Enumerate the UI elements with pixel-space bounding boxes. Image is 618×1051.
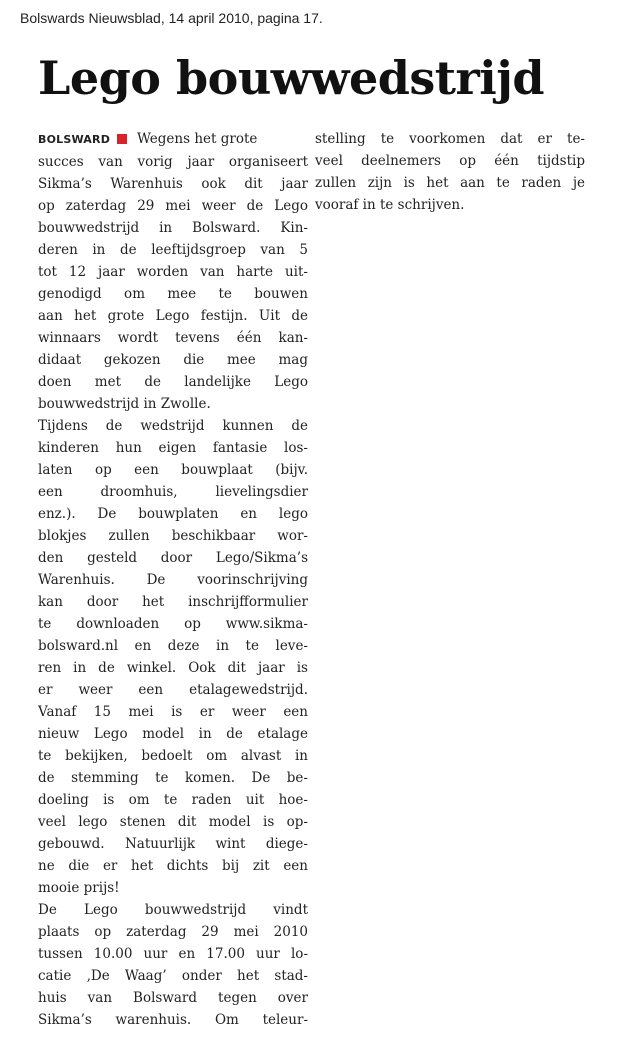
dateline: BOLSWARD xyxy=(38,133,111,146)
article-column-2 xyxy=(315,128,585,216)
article-line: doeling is om te raden uit hoe- xyxy=(38,792,308,808)
article-line: kinderen hun eigen fantasie los- xyxy=(38,440,308,456)
article-line: Sikma’s warenhuis. Om teleur- xyxy=(38,1012,308,1028)
article-line: zullen zijn is het aan te raden je xyxy=(315,175,585,191)
article-line: bouwwedstrijd in Zwolle. xyxy=(38,396,211,412)
article-line: laten op een bouwplaat (bijv. xyxy=(38,462,308,478)
article-line: stelling te voorkomen dat er te- xyxy=(315,131,585,147)
article-line: doen met de landelijke Lego xyxy=(38,374,308,390)
article-line: tot 12 jaar worden van harte uit- xyxy=(38,264,308,280)
article-line: Tijdens de wedstrijd kunnen de xyxy=(38,418,308,434)
article-line: mooie prijs! xyxy=(38,880,120,896)
article-line: vooraf in te schrijven. xyxy=(315,197,465,213)
article-line: bouwwedstrijd in Bolsward. Kin- xyxy=(38,220,308,236)
article-line: tussen 10.00 uur en 17.00 uur lo- xyxy=(38,946,308,962)
headline: Lego bouwwedstrijd xyxy=(38,51,545,105)
article-line: bolsward.nl en deze in te leve- xyxy=(38,638,308,654)
article-line: aan het grote Lego festijn. Uit de xyxy=(38,308,308,324)
article-line xyxy=(38,128,308,151)
article-line: op zaterdag 29 mei weer de Lego xyxy=(38,198,308,214)
article-line: er weer een etalagewedstrijd. xyxy=(38,682,308,698)
article-column-1 xyxy=(38,128,308,1031)
article-line: huis van Bolsward tegen over xyxy=(38,990,308,1006)
article-line: blokjes zullen beschikbaar wor- xyxy=(38,528,308,544)
article-line: ne die er het dichts bij zit een xyxy=(38,858,308,874)
article-line: te downloaden op www.sikma- xyxy=(38,616,308,632)
article-line: plaats op zaterdag 29 mei 2010 xyxy=(38,924,308,940)
article-line: gebouwd. Natuurlijk wint diege- xyxy=(38,836,308,852)
article-line: Warenhuis. De voorinschrijving xyxy=(38,572,308,588)
red-square-icon xyxy=(117,134,127,144)
source-line: Bolswards Nieuwsblad, 14 april 2010, pagina 17. xyxy=(20,10,323,26)
article-line: didaat gekozen die mee mag xyxy=(38,352,308,368)
article-line: ren in de winkel. Ook dit jaar is xyxy=(38,660,308,676)
article-line: veel lego stenen dit model is op- xyxy=(38,814,308,830)
article-line: te bekijken, bedoelt om alvast in xyxy=(38,748,308,764)
article-line: genodigd om mee te bouwen xyxy=(38,286,308,302)
article-line: een droomhuis, lievelingsdier xyxy=(38,484,308,500)
article-line: Vanaf 15 mei is er weer een xyxy=(38,704,308,720)
article-line: succes van vorig jaar organiseert xyxy=(38,154,308,170)
article-line: den gesteld door Lego/Sikma’s xyxy=(38,550,308,566)
article-line: Sikma’s Warenhuis ook dit jaar xyxy=(38,176,308,192)
article-line: nieuw Lego model in de etalage xyxy=(38,726,308,742)
article-line-text: Wegens het grote xyxy=(137,131,258,147)
article-line: De Lego bouwwedstrijd vindt xyxy=(38,902,308,918)
article-line: deren in de leeftijdsgroep van 5 xyxy=(38,242,308,258)
article-line: catie ‚De Waag’ onder het stad- xyxy=(38,968,308,984)
article-line: veel deelnemers op één tijdstip xyxy=(315,153,585,169)
article-line: kan door het inschrijfformulier xyxy=(38,594,308,610)
article-line: de stemming te komen. De be- xyxy=(38,770,308,786)
article-line: enz.). De bouwplaten en lego xyxy=(38,506,308,522)
article-line: winnaars wordt tevens één kan- xyxy=(38,330,308,346)
